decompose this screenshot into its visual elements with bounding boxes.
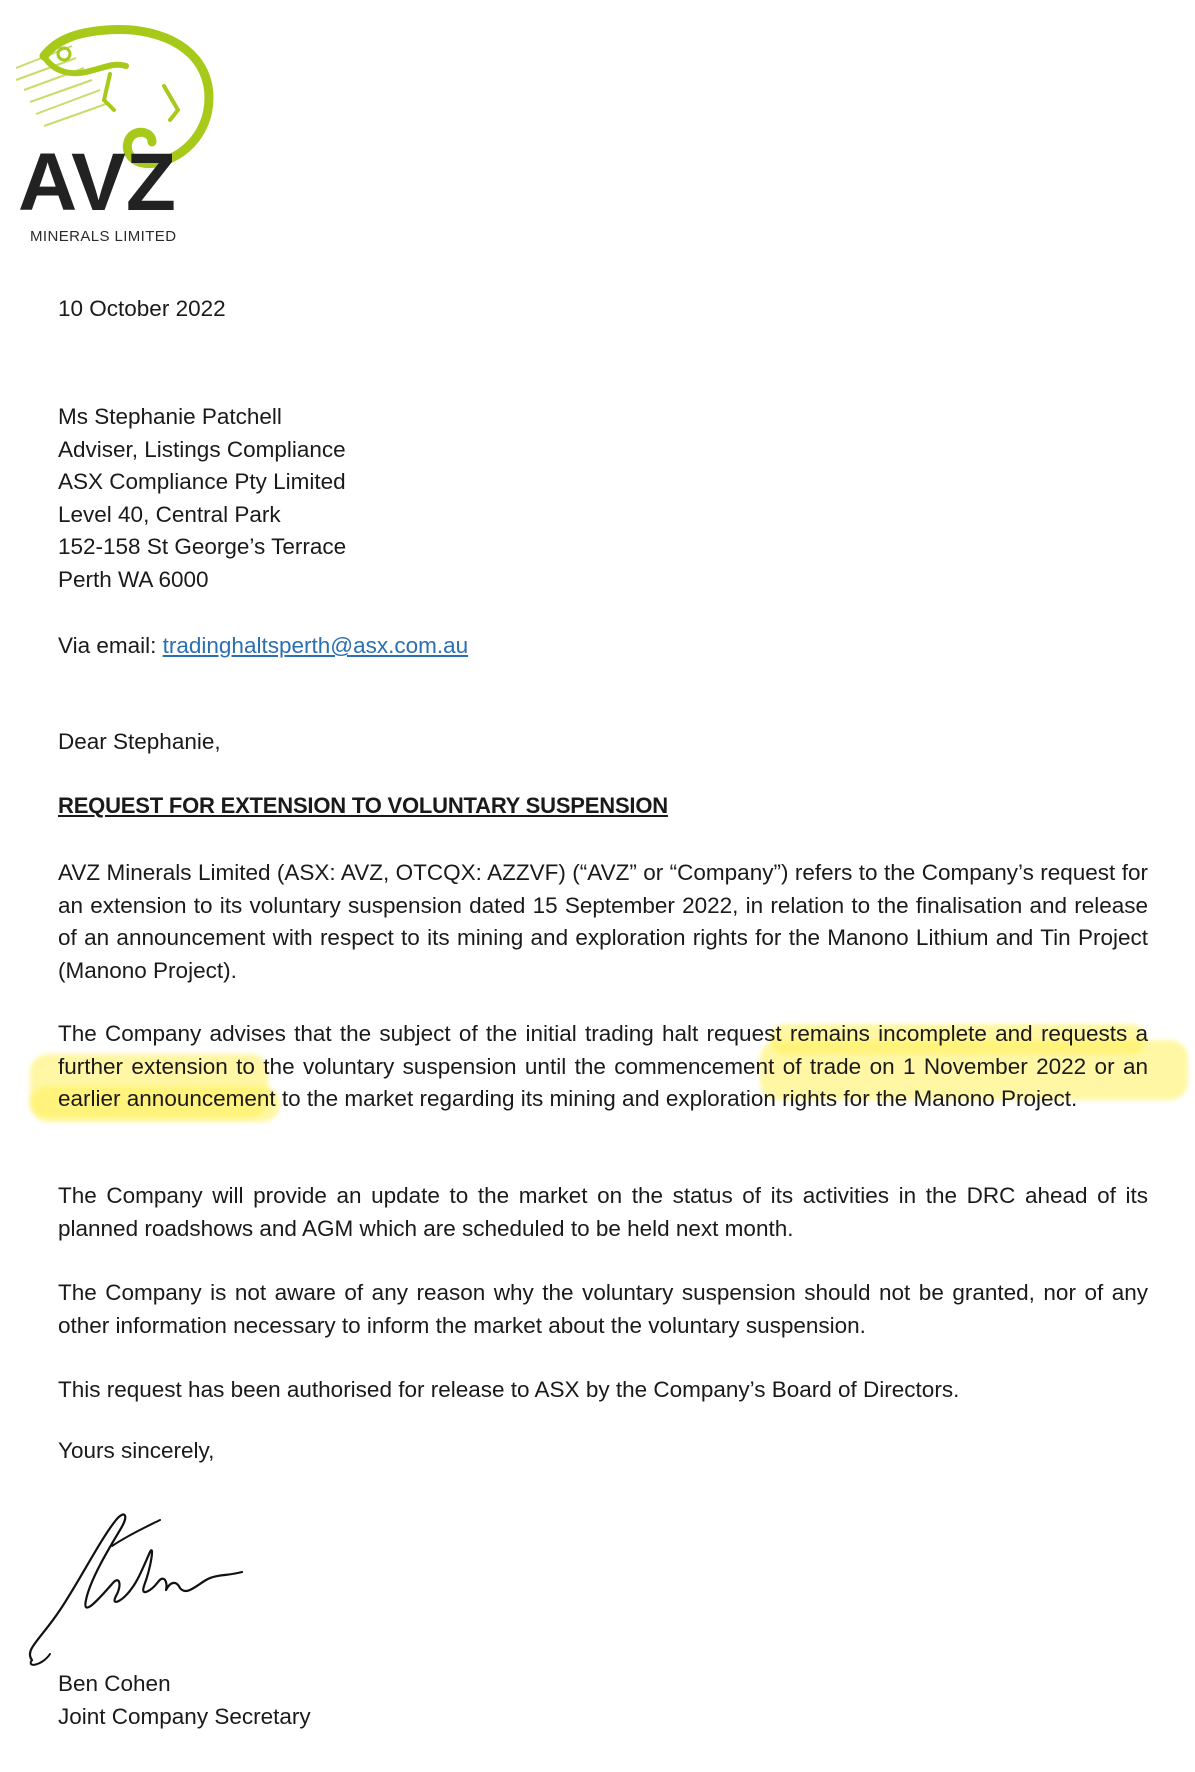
signatory-block	[58, 1668, 311, 1733]
via-email	[58, 633, 468, 659]
via-email-label: Via email:	[58, 633, 163, 658]
svg-text:AVZ: AVZ	[18, 137, 176, 218]
recipient-title: Adviser, Listings Compliance	[58, 436, 346, 462]
logo-subtitle: MINERALS LIMITED	[30, 228, 177, 245]
recipient-address-line-3: Perth WA 6000	[58, 566, 209, 592]
recipient-address-line-2: 152-158 St George’s Terrace	[58, 534, 347, 560]
paragraph-2: The Company advises that the subject of the initial trading halt request remains incomplete and requests a further extension to the voluntary suspension until the commencement of trade on 1 November 2022 or an earlier announcement to the market regarding its mining and exploration rights for the Manono Project.	[58, 1021, 1148, 1112]
paragraph-5: This request has been authorised for release to ASX by the Company’s Board of Directors.	[58, 1377, 960, 1402]
paragraph-1: AVZ Minerals Limited (ASX: AVZ, OTCQX: AZZVF) (“AVZ” or “Company”) refers to the Company’s request for an extension to its voluntary suspension dated 15 September 2022, in relation to the finalisation and release of an announcement with respect to its mining and exploration rights for the Manono Lithium and Tin Project (Manono Project).	[58, 860, 1148, 983]
recipient-company: ASX Compliance Pty Limited	[58, 469, 346, 495]
recipient-address-line-1: Level 40, Central Park	[58, 501, 281, 527]
chameleon-logo-icon	[14, 18, 224, 218]
recipient-name: Ms Stephanie Patchell	[58, 404, 282, 429]
paragraph-3: The Company will provide an update to the market on the status of its activities in the DRC ahead of its planned roadshows and AGM which are scheduled to be held next month.	[58, 1183, 1148, 1241]
email-link[interactable]: tradinghaltsperth@asx.com.au	[162, 633, 469, 658]
signatory-title: Joint Company Secretary	[58, 1703, 311, 1729]
paragraph-4: The Company is not aware of any reason why the voluntary suspension should not be granted, nor of any other information necessary to inform the market about the voluntary suspension.	[58, 1280, 1148, 1338]
handwritten-signature	[20, 1500, 260, 1670]
closing: Yours sincerely,	[58, 1438, 215, 1463]
company-logo	[14, 18, 224, 250]
signatory-name: Ben Cohen	[58, 1671, 171, 1696]
letter-heading: REQUEST FOR EXTENSION TO VOLUNTARY SUSPENSION	[58, 793, 668, 818]
recipient-address	[58, 401, 346, 597]
salutation: Dear Stephanie,	[58, 729, 221, 754]
letter-date: 10 October 2022	[58, 296, 226, 321]
